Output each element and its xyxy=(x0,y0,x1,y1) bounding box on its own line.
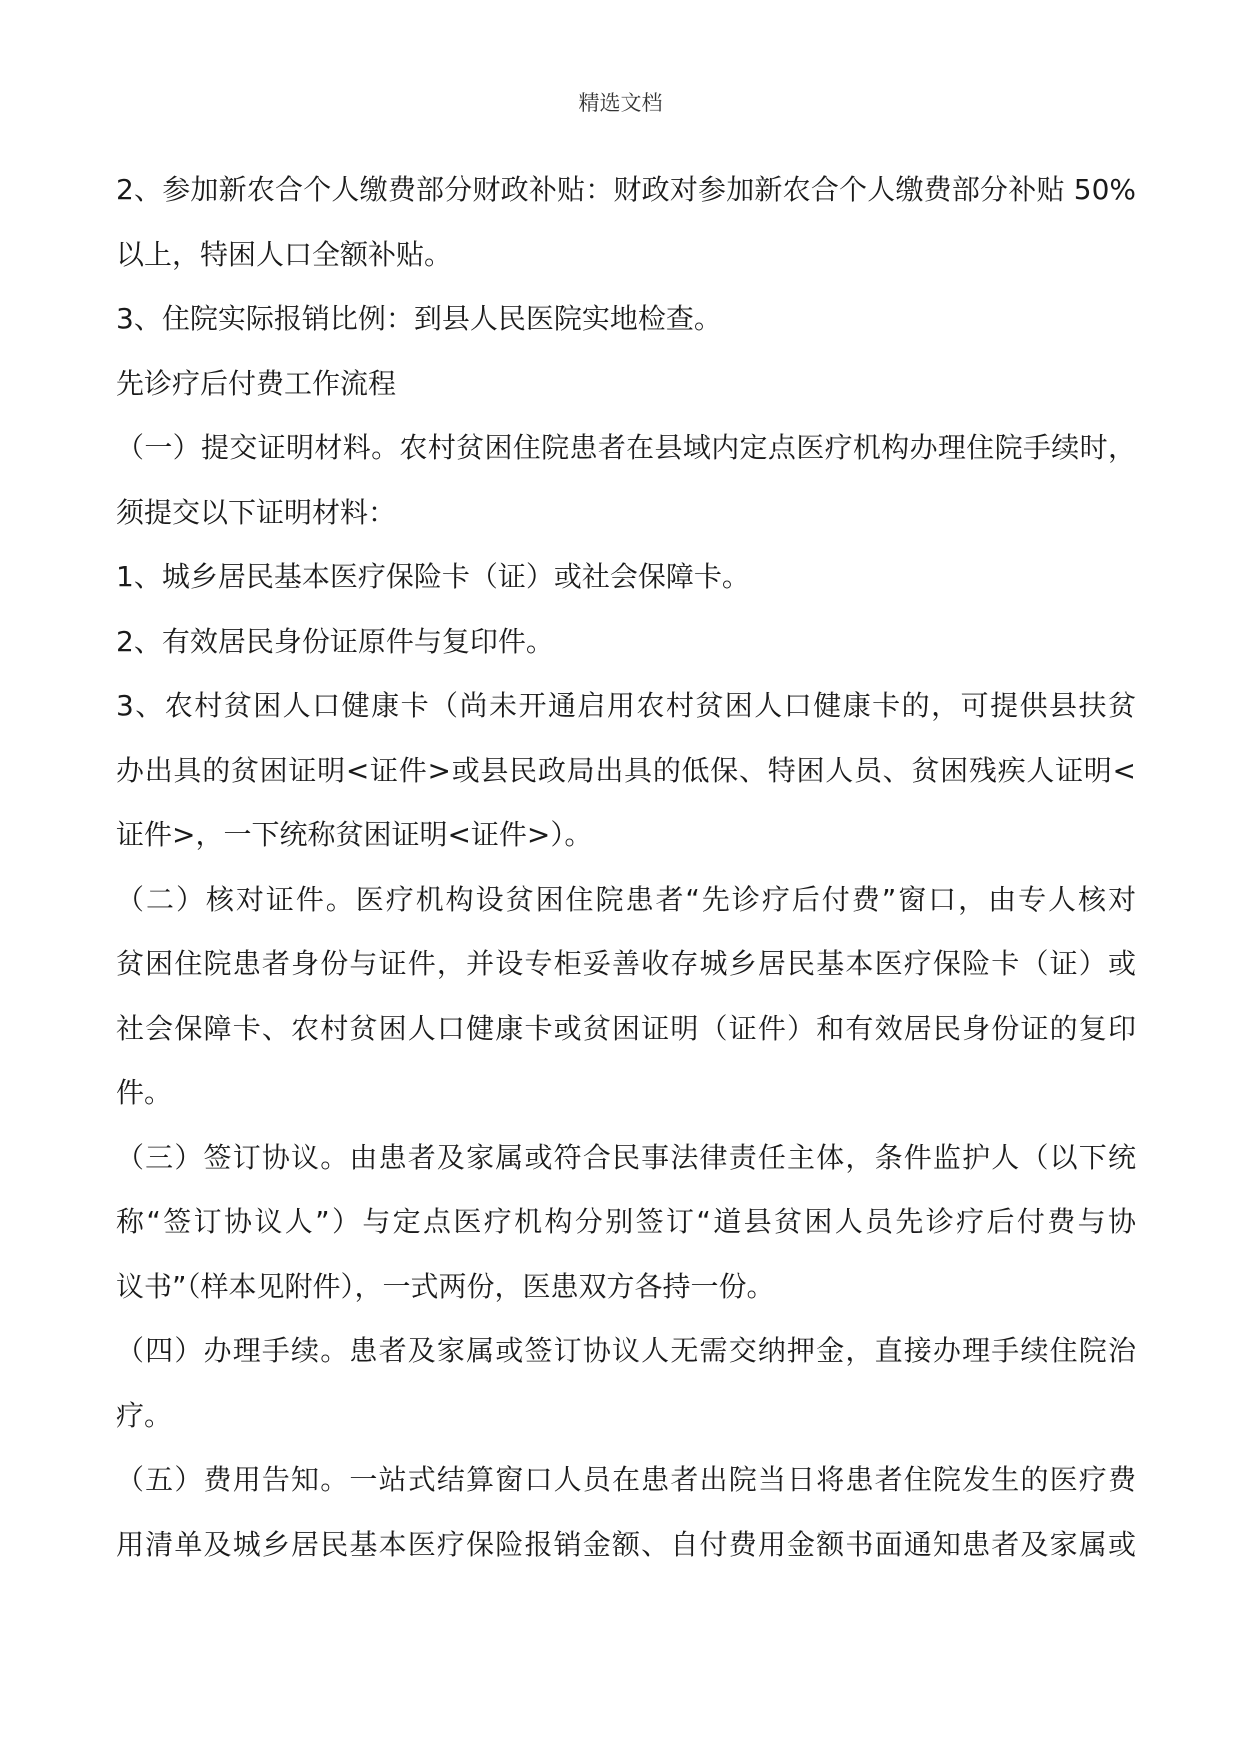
text-line: 议书”（样本见附件），一式两份，医患双方各持一份。 xyxy=(116,1269,775,1303)
text-line: （四）办理手续。患者及家属或签订协议人无需交纳押金，直接办理手续住院治 xyxy=(116,1334,1136,1367)
text-line: 1、城乡居民基本医疗保险卡（证）或社会保障卡。 xyxy=(116,560,750,593)
text-line: 证件>，一下统称贫困证明<证件>）。 xyxy=(116,818,593,851)
text-line: 件。 xyxy=(116,1076,173,1109)
document-body xyxy=(116,158,1136,1577)
text-line: 2、有效居民身份证原件与复印件。 xyxy=(116,624,554,658)
text-line: 社会保障卡、农村贫困人口健康卡或贫困证明（证件）和有效居民身份证的复印 xyxy=(116,1011,1136,1045)
page-header: 精选文档 xyxy=(578,91,663,115)
text-line: 以上，特困人口全额补贴。 xyxy=(116,237,453,271)
text-line: 2、参加新农合个人缴费部分财政补贴：财政对参加新农合个人缴费部分补贴 50% xyxy=(116,173,1136,206)
text-line: 3、农村贫困人口健康卡（尚未开通启用农村贫困人口健康卡的，可提供县扶贫 xyxy=(116,689,1136,722)
text-line: 须提交以下证明材料： xyxy=(116,495,397,529)
text-line: （二）核对证件。医疗机构设贫困住院患者“先诊疗后付费”窗口，由专人核对 xyxy=(116,882,1136,916)
text-line: 贫困住院患者身份与证件，并设专柜妥善收存城乡居民基本医疗保险卡（证）或 xyxy=(116,947,1136,980)
text-line: 3、住院实际报销比例：到县人民医院实地检查。 xyxy=(116,302,722,335)
text-line: （五）费用告知。一站式结算窗口人员在患者出院当日将患者住院发生的医疗费 xyxy=(116,1463,1136,1496)
text-line: 用清单及城乡居民基本医疗保险报销金额、自付费用金额书面通知患者及家属或 xyxy=(116,1527,1136,1561)
text-line: （三）签订协议。由患者及家属或符合民事法律责任主体，条件监护人（以下统 xyxy=(116,1140,1136,1174)
text-line: （一）提交证明材料。农村贫困住院患者在县域内定点医疗机构办理住院手续时， xyxy=(116,431,1136,464)
text-line: 办出具的贫困证明<证件>或县民政局出具的低保、特困人员、贫困残疾人证明< xyxy=(116,753,1136,787)
text-line: 称“签订协议人”）与定点医疗机构分别签订“道县贫困人员先诊疗后付费与协 xyxy=(116,1205,1136,1238)
text-line: 疗。 xyxy=(116,1398,173,1432)
text-line: 先诊疗后付费工作流程 xyxy=(116,366,397,400)
